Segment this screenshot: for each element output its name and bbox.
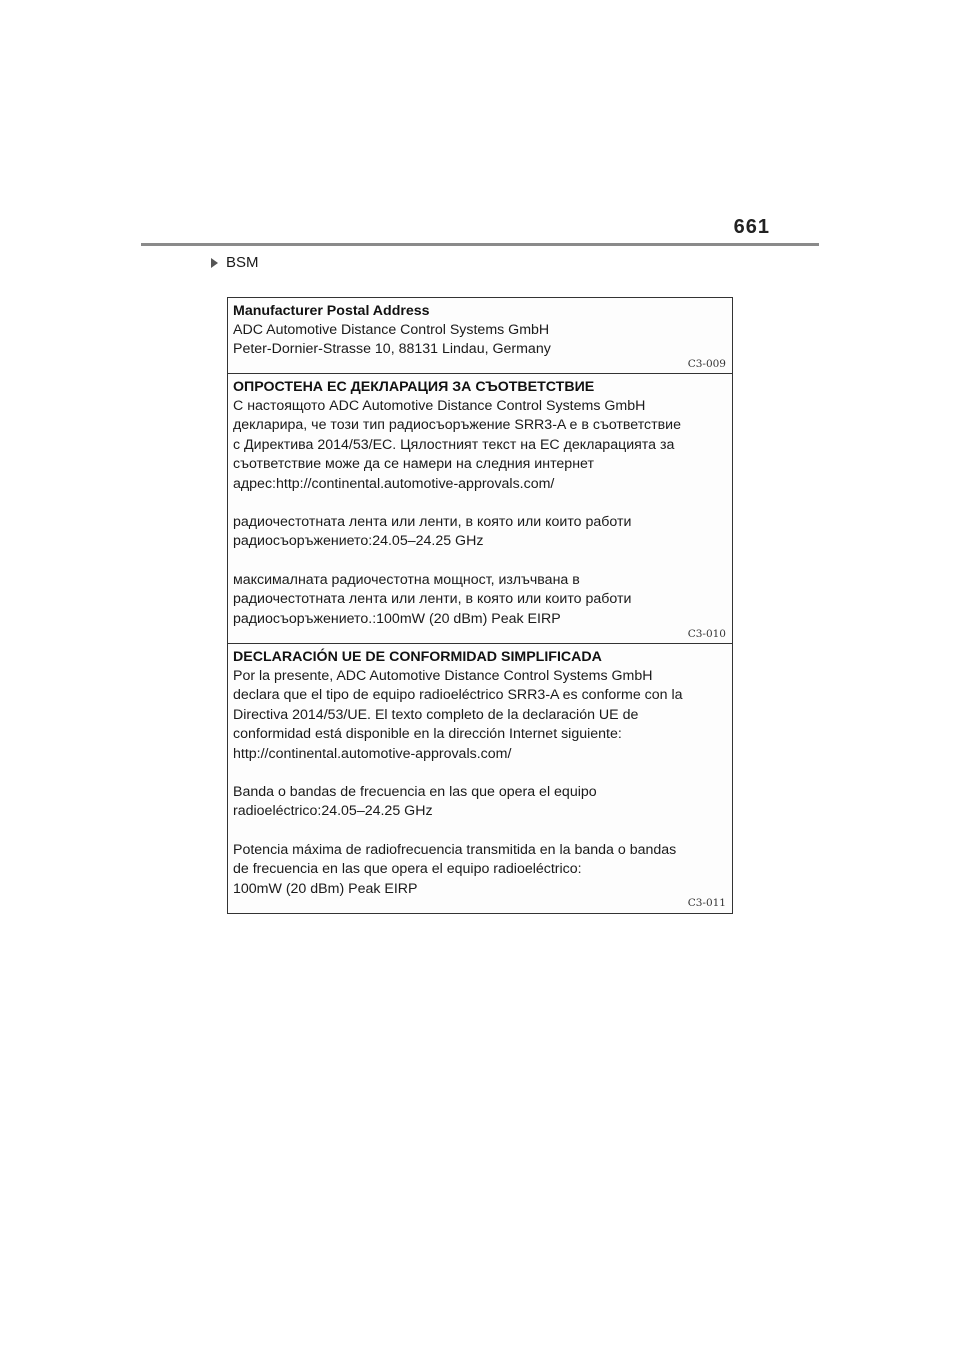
block-line: declara que el tipo de equipo radioeléctrico SRR3-A es conforme con la	[233, 687, 683, 704]
page-number: 661	[733, 216, 770, 238]
block-line: ADC Automotive Distance Control Systems GmbH	[233, 322, 550, 338]
spanish-declaration-block	[228, 644, 732, 912]
block-line: съответствие може да се намери на следния интернет	[233, 456, 594, 473]
block-line: максималната радиочестотна мощност, излъчвана в	[233, 571, 580, 588]
paragraph-gap	[233, 552, 724, 571]
paragraph-gap	[233, 494, 724, 513]
block-line: Banda o bandas de frecuencia en las que opera el equipo	[233, 784, 597, 801]
block-line: с Директива 2014/53/ЕС. Цялостният текст на ЕС декларацията за	[233, 436, 675, 453]
section-heading	[211, 254, 259, 271]
header-rule	[141, 243, 819, 246]
triangle-bullet-icon	[211, 258, 218, 268]
block-line: Por la presente, ADC Automotive Distance Control Systems GmbH	[233, 668, 653, 684]
block-line: С настоящото ADC Automotive Distance Control Systems GmbH	[233, 398, 646, 414]
paragraph-gap	[233, 822, 724, 841]
block-line: Peter-Dornier-Strasse 10, 88131 Lindau, Germany	[233, 341, 551, 358]
label-code: C3-011	[687, 897, 726, 909]
block-line: радиочестотната лента или ленти, в която или които работи	[233, 591, 632, 608]
block-line: radioeléctrico:24.05–24.25 GHz	[233, 803, 433, 820]
label-code: C3-010	[687, 628, 726, 640]
block-line: декларира, че този тип радиосъоръжение SRR3-A е в съответствие	[233, 417, 681, 434]
block-line: Potencia máxima de radiofrecuencia transmitida en la banda o bandas	[233, 841, 677, 858]
paragraph-gap	[233, 764, 724, 783]
block-heading: ОПРОСТЕНА ЕС ДЕКЛАРАЦИЯ ЗА СЪОТВЕТСТВИЕ	[233, 379, 595, 395]
block-line: conformidad está disponible en la dirección Internet siguiente:	[233, 726, 622, 743]
block-line: 100mW (20 dBm) Peak EIRP	[233, 880, 418, 897]
block-heading: Manufacturer Postal Address	[233, 303, 430, 319]
bulgarian-declaration-block	[228, 374, 732, 644]
block-heading: DECLARACIÓN UE DE CONFORMIDAD SIMPLIFICADA	[233, 649, 602, 665]
label-code: C3-009	[687, 358, 726, 370]
manufacturer-address-block	[228, 298, 732, 374]
block-line: радиосъоръжението:24.05–24.25 GHz	[233, 533, 484, 550]
block-line: http://continental.automotive-approvals.com/	[233, 745, 512, 762]
block-line: адрес:http://continental.automotive-approvals.com/	[233, 475, 555, 492]
block-line: de frecuencia en las que opera el equipo radioeléctrico:	[233, 861, 582, 878]
compliance-label	[227, 297, 733, 914]
section-heading-label: BSM	[226, 254, 259, 271]
block-line: радиочестотната лента или ленти, в която или които работи	[233, 514, 632, 531]
block-line: Directiva 2014/53/UE. El texto completo de la declaración UE de	[233, 706, 639, 723]
block-line: радиосъоръжението.:100mW (20 dBm) Peak EIRP	[233, 610, 561, 627]
